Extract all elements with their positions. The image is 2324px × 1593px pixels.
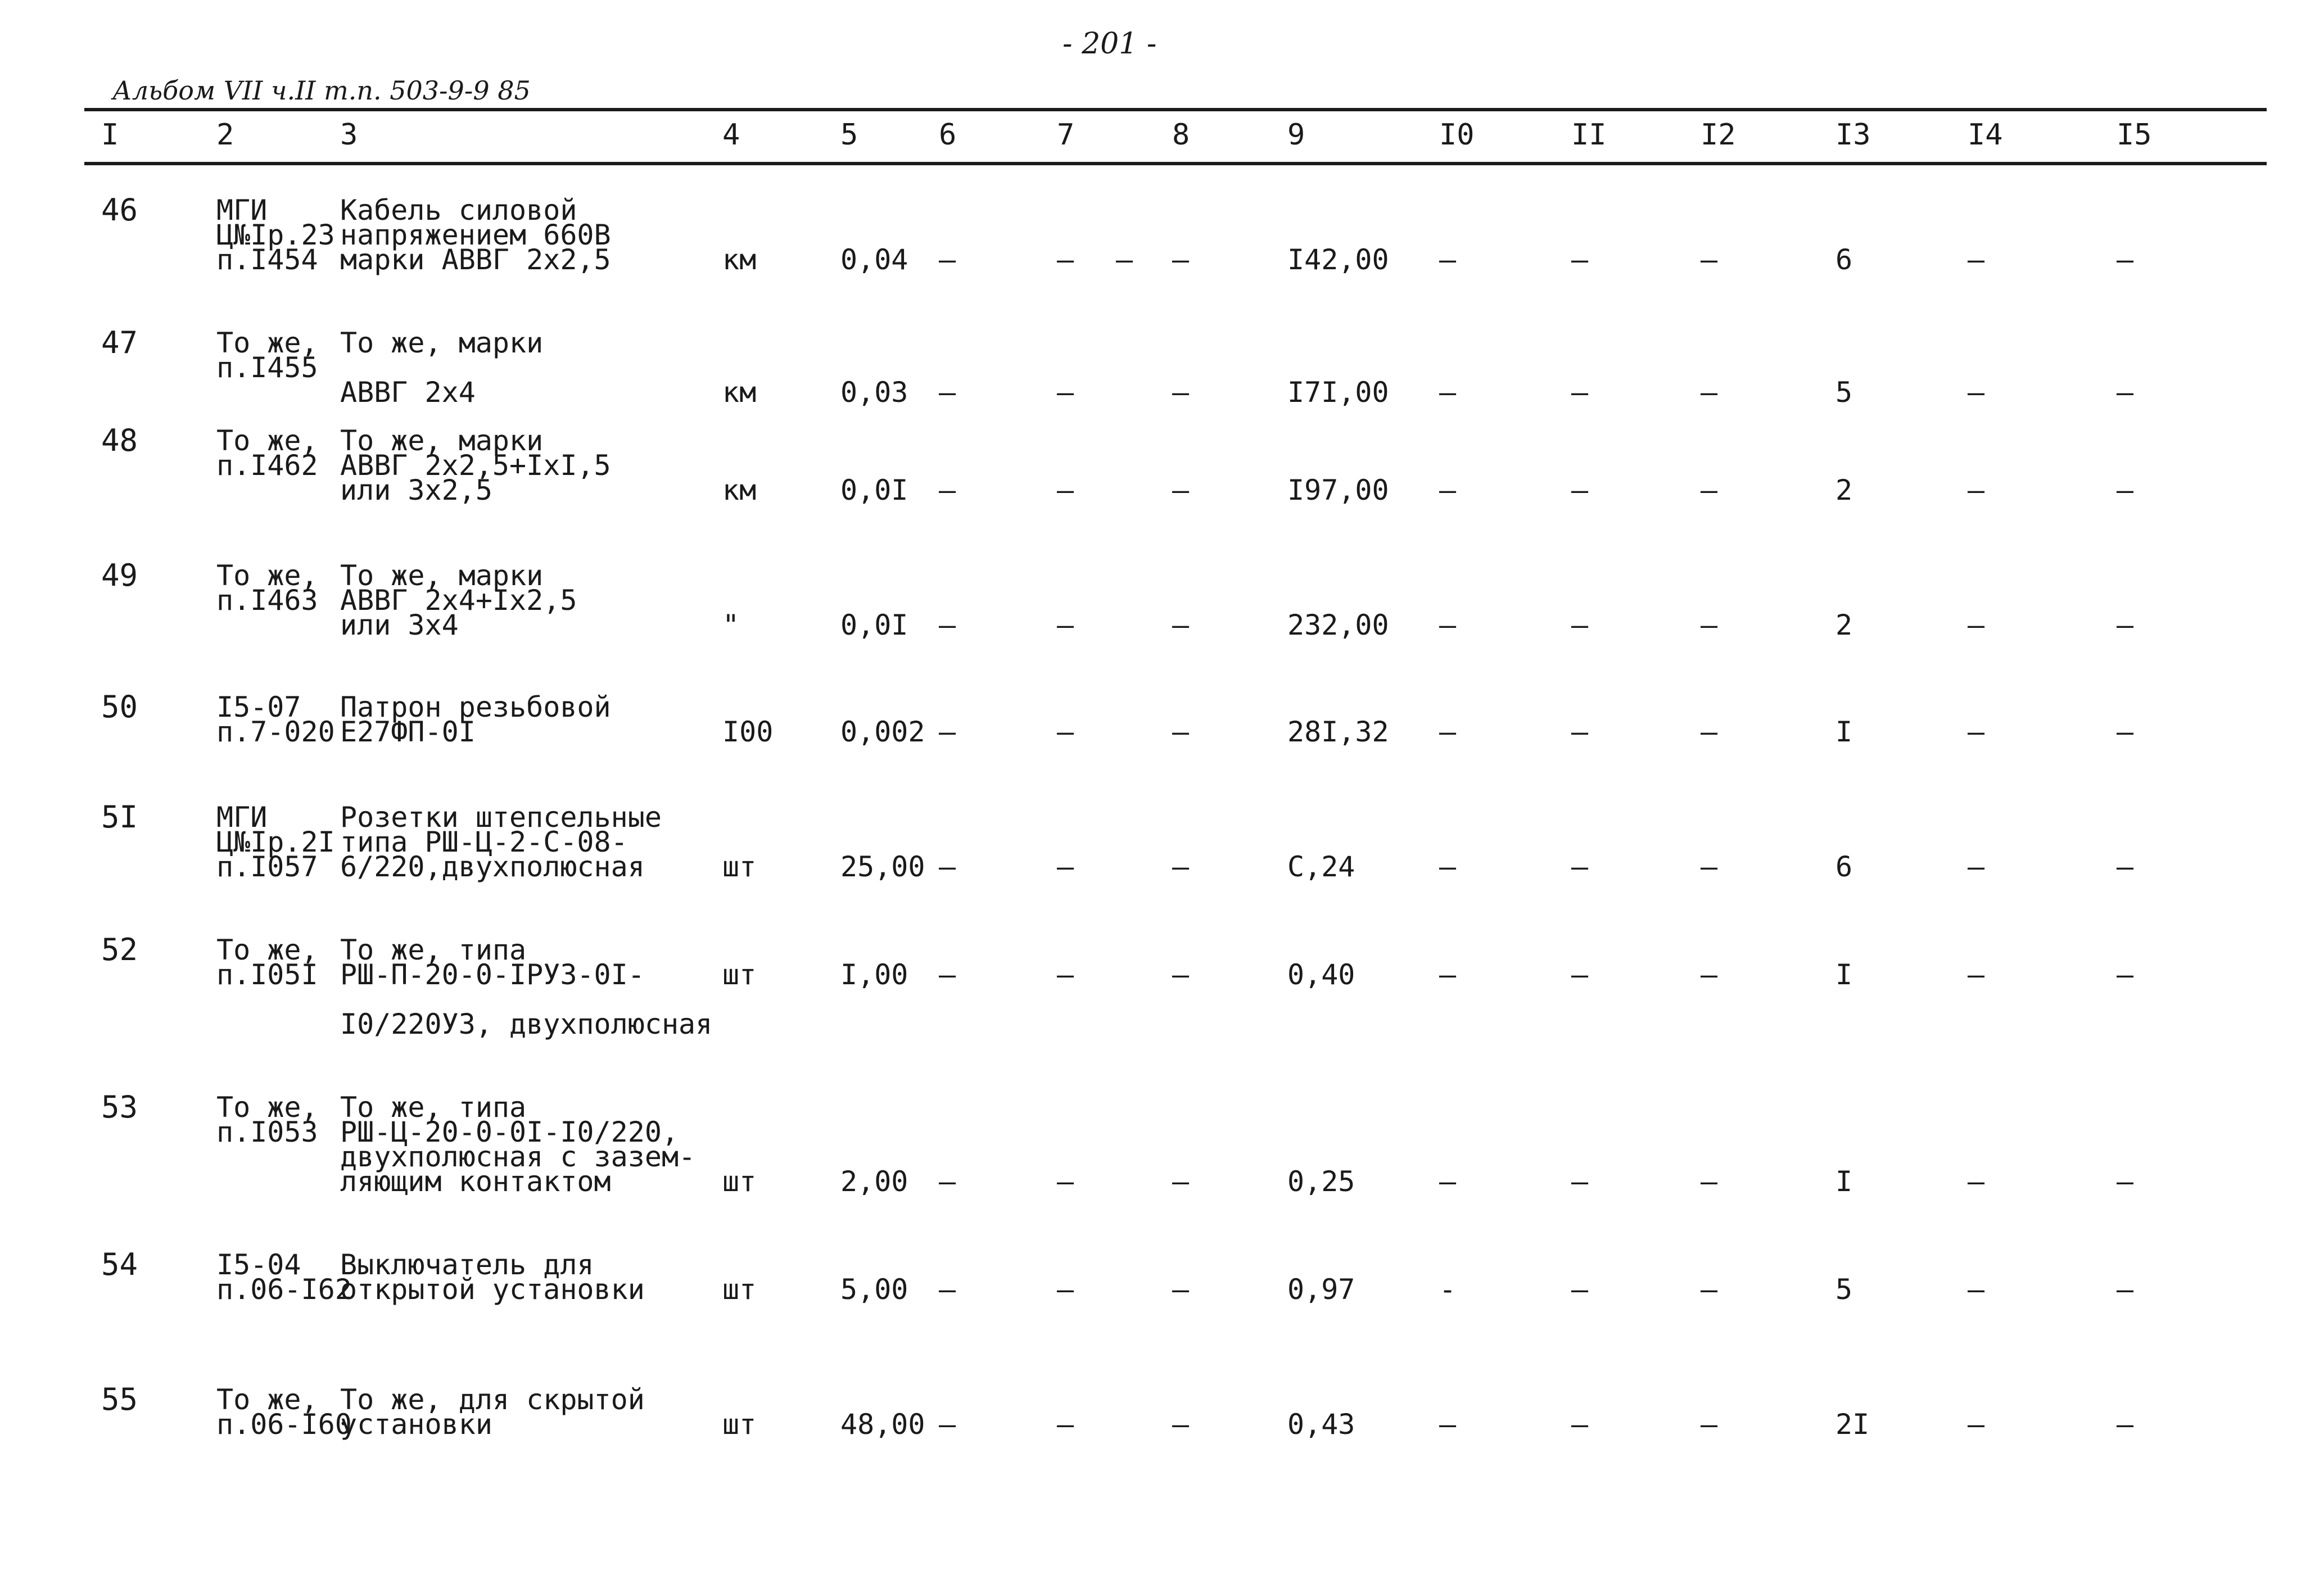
column-number-6: 6: [939, 118, 957, 152]
col-11-value: –: [1571, 1273, 1589, 1306]
col-8-value: –: [1172, 958, 1190, 991]
col-15-value: –: [2117, 958, 2134, 991]
col-12-value: –: [1701, 1273, 1718, 1306]
col-15-value: –: [2117, 243, 2134, 276]
column-number-7: 7: [1057, 118, 1075, 152]
col-12-value: –: [1701, 474, 1718, 506]
col-14-value: –: [1968, 376, 1985, 409]
row-number: 46: [101, 192, 138, 228]
column-number-15: I5: [2117, 118, 2152, 152]
col-6-value: –: [939, 716, 956, 748]
col-5-value: I,00: [840, 958, 908, 991]
col-14-value: –: [1968, 474, 1985, 506]
col-6-value: –: [939, 474, 956, 506]
col-6-value: –: [939, 243, 956, 276]
row-number: 47: [101, 325, 138, 360]
album-title: Альбом VII ч.II т.п. 503-9-9 85: [112, 75, 531, 106]
col-8-value: –: [1172, 609, 1190, 641]
column-number-10: I0: [1439, 118, 1475, 152]
col-5-value: 0,03: [840, 376, 908, 409]
col-12-value: –: [1701, 243, 1718, 276]
row-number: 54: [101, 1247, 138, 1282]
col-13-value: I: [1835, 716, 1853, 748]
col-5-value: 25,00: [840, 850, 925, 883]
col-15-value: –: [2117, 609, 2134, 641]
col-10-value: –: [1439, 850, 1457, 883]
item-name: То же, типа РШ-Ц-20-0-0I-I0/220, двухполюсная с зазем- ляющим контактом: [340, 1091, 696, 1198]
column-number-13: I3: [1835, 118, 1871, 152]
col-10-value: –: [1439, 716, 1457, 748]
column-number-9: 9: [1287, 118, 1305, 152]
col-10-value: –: [1439, 1165, 1457, 1198]
reference-code: То же, п.I053: [216, 1091, 318, 1148]
column-number-11: II: [1571, 118, 1607, 152]
column-number-12: I2: [1701, 118, 1736, 152]
row-number: 49: [101, 558, 138, 593]
col-9-value: I42,00: [1287, 243, 1389, 276]
unit: I00: [722, 716, 774, 748]
col-10-value: –: [1439, 243, 1457, 276]
col-8-value: –: [1172, 1408, 1190, 1441]
col-11-value: –: [1571, 376, 1589, 409]
column-number-2: 2: [216, 118, 234, 152]
col-8-value: –: [1172, 850, 1190, 883]
item-name: Патрон резьбовой Е27ФП-0I: [340, 691, 611, 748]
col-9-value: 232,00: [1287, 609, 1389, 641]
col-13-value: I: [1835, 1165, 1853, 1198]
col-6-value: –: [939, 1165, 956, 1198]
col-11-value: –: [1571, 243, 1589, 276]
reference-code: МГИ Ц№Iр.2I п.I057: [216, 801, 335, 883]
col-15-value: –: [2117, 376, 2134, 409]
col-11-value: –: [1571, 1165, 1589, 1198]
column-number-1: I: [101, 118, 119, 152]
col-13-value: 5: [1835, 1273, 1853, 1306]
col-5-value: 5,00: [840, 1273, 908, 1306]
col-12-value: –: [1701, 958, 1718, 991]
unit: шт: [722, 850, 757, 883]
reference-code: I5-07 п.7-020: [216, 691, 335, 748]
unit: шт: [722, 1273, 757, 1306]
col-5-value: 0,0I: [840, 474, 908, 506]
column-number-3: 3: [340, 118, 358, 152]
item-name: То же, типа РШ-П-20-0-IРУЗ-0I- I0/220УЗ, двухполюсная: [340, 934, 713, 1040]
col-7-value: –: [1057, 1408, 1074, 1441]
col-7-value: –: [1057, 376, 1074, 409]
col-10-value: –: [1439, 376, 1457, 409]
reference-code: То же, п.I462: [216, 424, 318, 482]
col-7-value: –: [1057, 474, 1074, 506]
reference-code: МГИ Ц№Iр.23 п.I454: [216, 194, 335, 276]
col-9-value: 0,40: [1287, 958, 1355, 991]
reference-code: То же, п.I463: [216, 559, 318, 617]
col-10-value: -: [1439, 1273, 1457, 1306]
col-7-value: –: [1057, 850, 1074, 883]
column-number-4: 4: [722, 118, 740, 152]
col-8-value: –: [1172, 716, 1190, 748]
col-6-value: –: [939, 609, 956, 641]
col-6-value: –: [939, 1408, 956, 1441]
unit: шт: [722, 958, 757, 991]
col-8-value: –: [1172, 243, 1190, 276]
col-14-value: –: [1968, 850, 1985, 883]
col-8-value: –: [1172, 376, 1190, 409]
col-6-value: –: [939, 958, 956, 991]
reference-code: То же, п.I05I: [216, 934, 318, 991]
header-top-rule: [84, 108, 2267, 111]
col-11-value: –: [1571, 850, 1589, 883]
col-8-value: –: [1172, 1165, 1190, 1198]
col-11-value: –: [1571, 1408, 1589, 1441]
col-13-value: 2: [1835, 609, 1853, 641]
col-15-value: –: [2117, 474, 2134, 506]
col-14-value: –: [1968, 243, 1985, 276]
unit: шт: [722, 1165, 757, 1198]
col-5-value: 0,04: [840, 243, 908, 276]
col-13-value: 2I: [1835, 1408, 1870, 1441]
col-7-value: –: [1057, 716, 1074, 748]
col-8-value: –: [1172, 474, 1190, 506]
col-13-value: 6: [1835, 243, 1853, 276]
unit: шт: [722, 1408, 757, 1441]
page-number: - 201 -: [1062, 27, 1157, 61]
col-5-value: 48,00: [840, 1408, 925, 1441]
col-5-value: 0,002: [840, 716, 925, 748]
column-number-8: 8: [1172, 118, 1190, 152]
col-13-value: 5: [1835, 376, 1853, 409]
col-15-value: –: [2117, 1273, 2134, 1306]
col-7-value: –: [1057, 1165, 1074, 1198]
col-9-value: 0,25: [1287, 1165, 1355, 1198]
column-number-14: I4: [1968, 118, 2003, 152]
col-9-value: I7I,00: [1287, 376, 1389, 409]
col-12-value: –: [1701, 609, 1718, 641]
col-11-value: –: [1571, 609, 1589, 641]
col-15-value: –: [2117, 716, 2134, 748]
col-7-extra-dash: –: [1116, 243, 1133, 276]
reference-code: То же, п.I455: [216, 327, 318, 384]
row-number: 5I: [101, 799, 138, 835]
col-11-value: –: [1571, 958, 1589, 991]
row-number: 55: [101, 1382, 138, 1417]
item-name: То же, марки АВВГ 2х2,5+IхI,5 или 3х2,5: [340, 424, 611, 506]
col-11-value: –: [1571, 716, 1589, 748]
col-14-value: –: [1968, 1165, 1985, 1198]
item-name: То же, марки АВВГ 2х4: [340, 327, 544, 409]
col-15-value: –: [2117, 1408, 2134, 1441]
col-9-value: I97,00: [1287, 474, 1389, 506]
col-7-value: –: [1057, 1273, 1074, 1306]
row-number: 50: [101, 689, 138, 725]
col-11-value: –: [1571, 474, 1589, 506]
col-12-value: –: [1701, 376, 1718, 409]
row-number: 53: [101, 1089, 138, 1125]
col-14-value: –: [1968, 1273, 1985, 1306]
reference-code: То же, п.06-I60: [216, 1383, 352, 1441]
reference-code: I5-04 п.06-I62: [216, 1248, 352, 1306]
col-8-value: –: [1172, 1273, 1190, 1306]
header-bottom-rule: [84, 162, 2267, 165]
col-9-value: С,24: [1287, 850, 1355, 883]
col-7-value: –: [1057, 243, 1074, 276]
col-14-value: –: [1968, 609, 1985, 641]
col-15-value: –: [2117, 1165, 2134, 1198]
item-name: Кабель силовой напряжением 660В марки АВВГ 2х2,5: [340, 194, 611, 276]
col-13-value: 6: [1835, 850, 1853, 883]
col-10-value: –: [1439, 1408, 1457, 1441]
col-12-value: –: [1701, 1408, 1718, 1441]
col-9-value: 0,97: [1287, 1273, 1355, 1306]
unit: км: [722, 243, 757, 276]
col-9-value: 28I,32: [1287, 716, 1389, 748]
col-13-value: I: [1835, 958, 1853, 991]
col-12-value: –: [1701, 716, 1718, 748]
col-6-value: –: [939, 376, 956, 409]
col-10-value: –: [1439, 609, 1457, 641]
col-14-value: –: [1968, 958, 1985, 991]
item-name: Выключатель для открытой установки: [340, 1248, 645, 1306]
item-name: То же, марки АВВГ 2х4+Iх2,5 или 3х4: [340, 559, 577, 641]
col-14-value: –: [1968, 1408, 1985, 1441]
col-6-value: –: [939, 1273, 956, 1306]
col-10-value: –: [1439, 474, 1457, 506]
col-10-value: –: [1439, 958, 1457, 991]
row-number: 52: [101, 932, 138, 967]
col-12-value: –: [1701, 850, 1718, 883]
col-6-value: –: [939, 850, 956, 883]
row-number: 48: [101, 423, 138, 458]
col-5-value: 0,0I: [840, 609, 908, 641]
unit: км: [722, 376, 757, 409]
unit: ": [722, 609, 740, 641]
col-13-value: 2: [1835, 474, 1853, 506]
unit: км: [722, 474, 757, 506]
column-number-5: 5: [840, 118, 858, 152]
col-15-value: –: [2117, 850, 2134, 883]
item-name: То же, для скрытой установки: [340, 1383, 645, 1441]
col-14-value: –: [1968, 716, 1985, 748]
col-7-value: –: [1057, 958, 1074, 991]
item-name: Розетки штепсельные типа РШ-Ц-2-С-08- 6/220,двухполюсная: [340, 801, 662, 883]
col-5-value: 2,00: [840, 1165, 908, 1198]
col-12-value: –: [1701, 1165, 1718, 1198]
col-7-value: –: [1057, 609, 1074, 641]
col-9-value: 0,43: [1287, 1408, 1355, 1441]
